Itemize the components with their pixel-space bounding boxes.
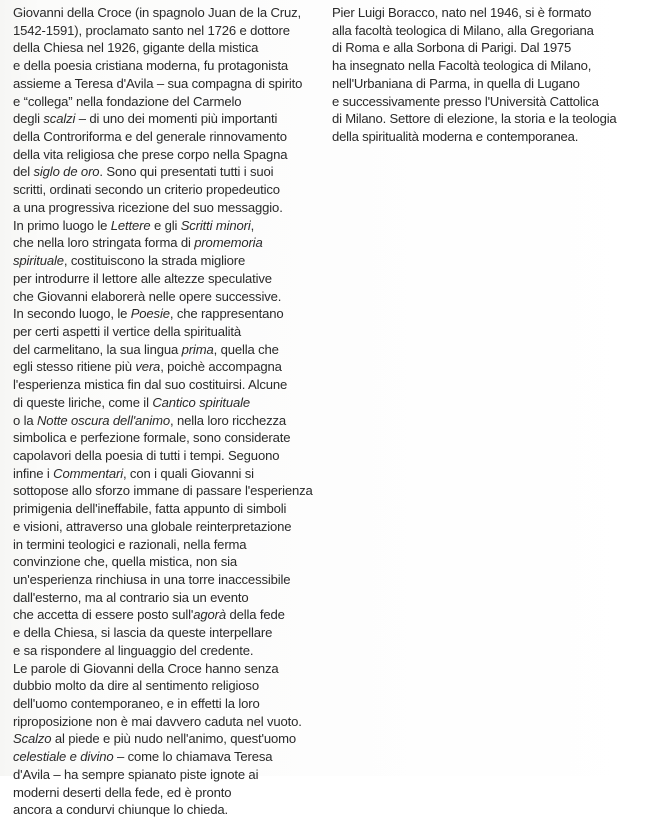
text-run: a una progressiva ricezione del suo messaggio. bbox=[13, 199, 283, 215]
text-run: d'Avila – ha sempre spianato piste ignote ai bbox=[13, 766, 259, 782]
bio-line bbox=[332, 4, 642, 22]
description-line bbox=[13, 660, 323, 678]
description-line bbox=[13, 288, 323, 306]
text-run: scritti, ordinati secondo un criterio propedeutico bbox=[13, 182, 280, 198]
description-line bbox=[13, 482, 323, 500]
description-line bbox=[13, 766, 323, 784]
italic-title-text: vera bbox=[135, 359, 161, 375]
bio-line bbox=[332, 110, 642, 128]
description-line bbox=[13, 465, 323, 483]
italic-title-text: scalzi bbox=[43, 111, 76, 127]
text-run: un'esperienza rinchiusa in una torre inaccessibile bbox=[13, 572, 291, 587]
description-line bbox=[13, 642, 323, 660]
text-run: degli bbox=[13, 111, 44, 127]
text-run: dall'esterno, ma al contrario sia un evento bbox=[13, 589, 249, 605]
text-run: ancora a condurvi chiunque lo chieda. bbox=[13, 802, 229, 818]
bio-line bbox=[332, 57, 642, 75]
description-line bbox=[13, 93, 323, 111]
description-line bbox=[13, 677, 323, 695]
description-line bbox=[13, 394, 323, 412]
text-run: per introdurre il lettore alle altezze speculative bbox=[13, 270, 272, 286]
text-run: e gli bbox=[150, 217, 181, 233]
text-run: che accetta di essere posto sull' bbox=[13, 607, 194, 623]
description-line bbox=[13, 110, 323, 128]
description-line bbox=[13, 305, 323, 323]
description-line bbox=[13, 536, 323, 554]
text-run: , con i quali Giovanni si bbox=[122, 465, 254, 481]
text-run: egli stesso ritiene più bbox=[13, 359, 136, 375]
text-run: di queste liriche, come il bbox=[13, 394, 153, 410]
text-run: . Sono qui presentati tutti i suoi bbox=[99, 164, 274, 180]
text-run: e della poesia cristiana moderna, fu protagonista bbox=[13, 58, 289, 74]
author-bio-column bbox=[332, 4, 642, 146]
italic-title-text: prima bbox=[181, 341, 214, 357]
italic-title-text: agorà bbox=[193, 607, 226, 623]
description-line bbox=[13, 199, 323, 217]
text-run: nell'Urbaniana di Parma, in quella di Lugano bbox=[332, 75, 580, 91]
description-line bbox=[13, 624, 323, 642]
italic-title-text: celestiale e divino bbox=[13, 749, 114, 765]
text-run: e della Chiesa, si lascia da queste interpellare bbox=[13, 625, 273, 641]
text-run: della Chiesa nel 1926, gigante della mistica bbox=[13, 40, 259, 56]
description-line bbox=[13, 518, 323, 536]
text-run: del bbox=[13, 164, 34, 180]
text-run: In primo luogo le bbox=[13, 217, 111, 233]
text-run: e sa rispondere al linguaggio del credente. bbox=[13, 642, 254, 658]
text-run: sottopose allo sforzo immane di passare l'esperienza bbox=[13, 483, 313, 499]
description-line bbox=[13, 748, 323, 766]
description-line bbox=[13, 553, 323, 571]
text-run: della fede bbox=[226, 607, 285, 623]
description-line bbox=[13, 500, 323, 518]
description-line bbox=[13, 323, 323, 341]
text-run: riproposizione non è mai davvero caduta nel vuoto. bbox=[13, 713, 302, 729]
text-run: e “collega” nella fondazione del Carmelo bbox=[13, 93, 242, 109]
text-run: e visioni, attraverso una globale reinterpretazione bbox=[13, 518, 292, 534]
description-line bbox=[13, 713, 323, 731]
description-line bbox=[13, 606, 323, 624]
text-run: , nella loro ricchezza bbox=[169, 412, 287, 428]
description-line bbox=[13, 270, 323, 288]
italic-title-text: siglo de oro bbox=[33, 164, 100, 180]
description-line bbox=[13, 217, 323, 235]
description-line bbox=[13, 234, 323, 252]
description-line bbox=[13, 4, 323, 22]
description-line bbox=[13, 128, 323, 146]
description-line bbox=[13, 801, 323, 819]
text-run: assieme a Teresa d'Avila – sua compagna di spirito bbox=[13, 75, 303, 91]
text-run: – di uno dei momenti più importanti bbox=[75, 111, 278, 127]
bio-line bbox=[332, 128, 642, 146]
bio-line bbox=[332, 75, 642, 93]
text-run: della vita religiosa che prese corpo nella Spagna bbox=[13, 146, 288, 162]
text-run: , quella che bbox=[213, 341, 279, 357]
text-run: simbolica e perfezione formale, sono considerate bbox=[13, 430, 291, 446]
italic-title-text: Scalzo bbox=[13, 731, 52, 747]
description-line bbox=[13, 589, 323, 607]
italic-title-text: Lettere bbox=[110, 217, 151, 233]
bio-line bbox=[332, 93, 642, 111]
text-run: in termini teologici e razionali, nella ferma bbox=[13, 536, 247, 552]
text-run: Pier Luigi Boracco, nato nel 1946, si è formato bbox=[332, 5, 592, 20]
description-line bbox=[13, 695, 323, 713]
text-run: e successivamente presso l'Università Cattolica bbox=[332, 93, 599, 109]
italic-title-text: Notte oscura dell'animo bbox=[37, 412, 170, 428]
book-description-column bbox=[13, 4, 323, 819]
text-run: moderni deserti della fede, ed è pronto bbox=[13, 784, 232, 800]
text-run: alla facoltà teologica di Milano, alla Gregoriana bbox=[332, 22, 594, 38]
bio-line bbox=[332, 22, 642, 40]
text-run: capolavori della poesia di tutti i tempi. Seguono bbox=[13, 447, 280, 463]
text-run: convinzione che, quella mistica, non sia bbox=[13, 554, 237, 570]
italic-title-text: Commentari bbox=[53, 465, 123, 481]
italic-title-text: Scritti minori bbox=[180, 217, 251, 233]
text-run: , bbox=[250, 217, 255, 233]
text-run: primigenia dell'ineffabile, fatta appunto di simboli bbox=[13, 501, 287, 517]
description-line bbox=[13, 146, 323, 164]
text-run: dell'uomo contemporaneo, e in effetti la loro bbox=[13, 696, 260, 712]
description-line bbox=[13, 358, 323, 376]
description-line bbox=[13, 571, 323, 589]
text-run: Giovanni della Croce (in spagnolo Juan de la Cruz, bbox=[13, 5, 302, 20]
text-run: o la bbox=[13, 412, 37, 428]
description-line bbox=[13, 447, 323, 465]
italic-title-text: Poesie bbox=[130, 306, 170, 322]
text-run: che nella loro stringata forma di bbox=[13, 235, 195, 251]
description-line bbox=[13, 252, 323, 270]
description-line bbox=[13, 341, 323, 359]
italic-title-text: Cantico spirituale bbox=[152, 394, 251, 410]
description-line bbox=[13, 39, 323, 57]
description-line bbox=[13, 429, 323, 447]
description-line bbox=[13, 412, 323, 430]
bio-line bbox=[332, 39, 642, 57]
description-line bbox=[13, 57, 323, 75]
description-line bbox=[13, 22, 323, 40]
italic-title-text: spirituale bbox=[13, 253, 64, 269]
text-run: della spiritualità moderna e contemporanea. bbox=[332, 129, 579, 145]
description-line bbox=[13, 784, 323, 802]
text-run: , costituiscono la strada migliore bbox=[63, 253, 246, 269]
italic-title-text: promemoria bbox=[194, 235, 263, 251]
text-run: dubbio molto da dire al sentimento religioso bbox=[13, 678, 259, 694]
description-line bbox=[13, 376, 323, 394]
text-run: – come lo chiamava Teresa bbox=[113, 749, 273, 765]
description-line bbox=[13, 163, 323, 181]
text-run: Le parole di Giovanni della Croce hanno senza bbox=[13, 660, 279, 676]
text-run: del carmelitano, la sua lingua bbox=[13, 341, 182, 357]
text-run: della Controriforma e del generale rinnovamento bbox=[13, 129, 287, 145]
text-run: ha insegnato nella Facoltà teologica di Milano, bbox=[332, 58, 592, 74]
text-run: l'esperienza mistica fin dal suo costituirsi. Alcune bbox=[13, 377, 288, 393]
text-run: , poichè accompagna bbox=[160, 359, 282, 375]
text-run: 1542-1591), proclamato santo nel 1726 e dottore bbox=[13, 22, 290, 38]
description-line bbox=[13, 181, 323, 199]
description-line bbox=[13, 730, 323, 748]
text-run: In secondo luogo, le bbox=[13, 306, 131, 322]
text-run: di Milano. Settore di elezione, la storia e la teologia bbox=[332, 111, 617, 127]
text-run: che Giovanni elaborerà nelle opere successive. bbox=[13, 288, 282, 304]
text-run: , che rappresentano bbox=[169, 306, 284, 322]
text-run: di Roma e alla Sorbona di Parigi. Dal 1975 bbox=[332, 40, 572, 56]
description-line bbox=[13, 75, 323, 93]
text-run: infine i bbox=[13, 465, 54, 481]
text-run: per certi aspetti il vertice della spiritualità bbox=[13, 323, 242, 339]
text-run: al piede e più nudo nell'animo, quest'uomo bbox=[51, 731, 297, 747]
